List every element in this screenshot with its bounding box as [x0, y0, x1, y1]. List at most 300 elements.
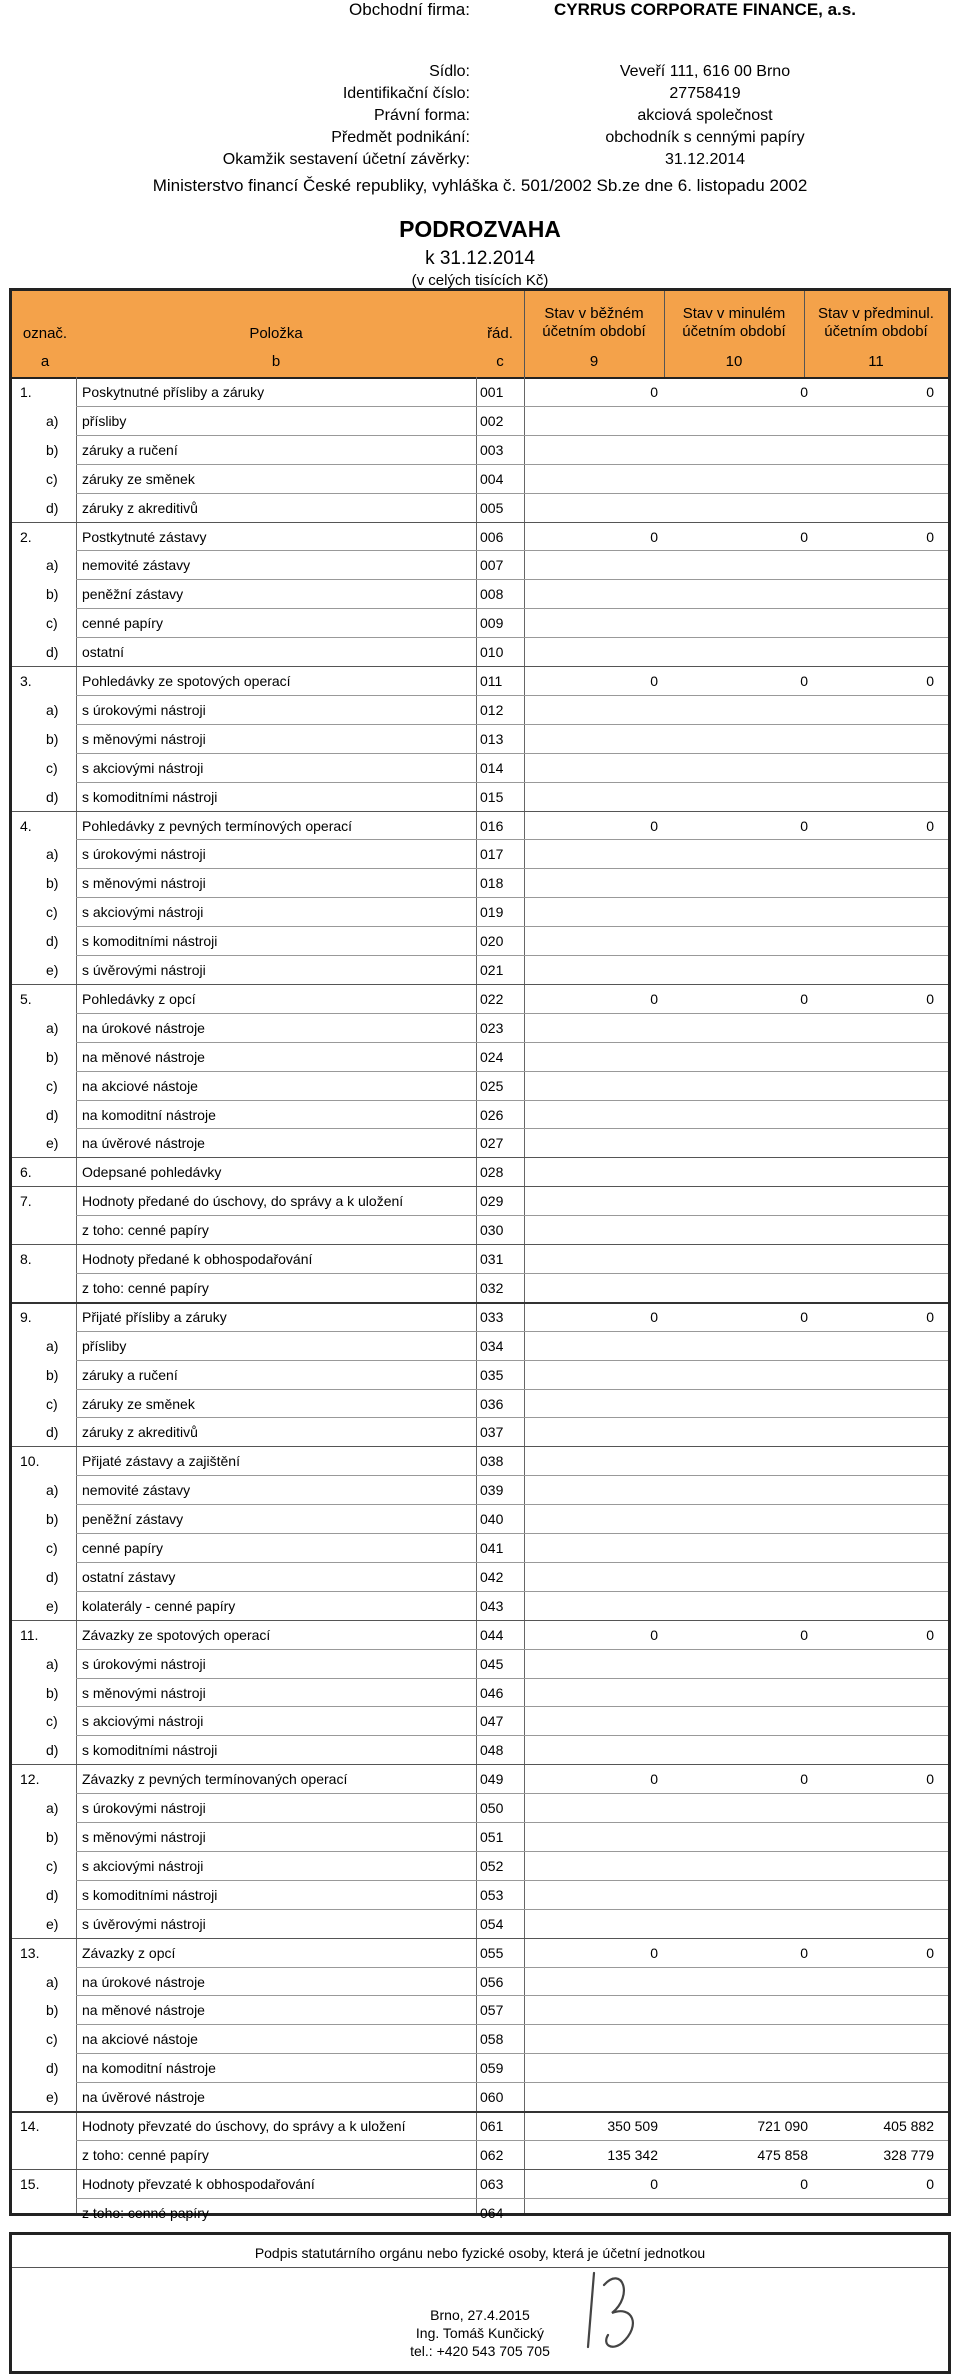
value-preprevious-period: 0 — [926, 1771, 934, 1788]
row-item-name: Hodnoty předané do úschovy, do správy a k uložení — [82, 1193, 404, 1210]
table-row — [12, 2111, 948, 2140]
th-preprev-2: účetním období — [824, 323, 928, 340]
value-preprevious-period: 0 — [926, 384, 934, 400]
row-mark: 15. — [20, 2175, 40, 2192]
row-item-name: s komoditními nástroji — [82, 788, 218, 805]
table-row — [12, 1389, 948, 1418]
row-number: 064 — [480, 2204, 504, 2221]
ico-label: Identifikační číslo: — [342, 85, 470, 102]
row-item-name: záruky a ručení — [82, 441, 178, 458]
row-number: 045 — [480, 1655, 504, 1672]
row-item-name: na komoditní nástroje — [82, 1106, 216, 1123]
ico-value: 27758419 — [669, 85, 741, 102]
th-preprev-1: Stav v předminul. — [818, 305, 934, 322]
value-previous-period: 721 090 — [757, 2118, 808, 2134]
table-row — [12, 1446, 948, 1475]
row-item-name: Pohledávky z opcí — [82, 990, 196, 1007]
row-number: 005 — [480, 499, 504, 516]
value-current-period: 0 — [650, 1626, 658, 1643]
table-row — [12, 1244, 948, 1273]
table-row — [12, 1706, 948, 1735]
row-mark: a) — [46, 1973, 59, 1990]
value-current-period: 0 — [650, 528, 658, 545]
row-mark: c) — [46, 615, 58, 632]
value-previous-period: 0 — [800, 1626, 808, 1643]
row-mark: e) — [46, 1135, 59, 1152]
row-mark: 13. — [20, 1944, 40, 1961]
value-preprevious-period: 0 — [926, 673, 934, 689]
value-previous-period: 0 — [800, 1944, 808, 1961]
row-mark: c) — [46, 1540, 58, 1556]
row-mark: b) — [46, 875, 59, 892]
row-number: 030 — [480, 1222, 504, 1239]
row-number: 004 — [480, 470, 504, 487]
row-item-name: s komoditními nástroji — [82, 1742, 218, 1759]
th-item: Položka — [249, 325, 303, 342]
table-row — [12, 1042, 948, 1071]
row-item-name: s měnovými nástroji — [82, 1684, 206, 1701]
th-sub-10: 10 — [725, 353, 743, 370]
row-number: 023 — [480, 1019, 504, 1036]
table-row — [12, 1764, 948, 1793]
row-item-name: na měnové nástroje — [82, 1048, 205, 1065]
row-mark: c) — [46, 1857, 58, 1874]
row-item-name: s měnovými nástroji — [82, 730, 206, 747]
row-number: 038 — [480, 1453, 504, 1470]
header-row-closing-date — [0, 150, 960, 170]
row-mark: 11. — [20, 1626, 39, 1643]
header-row-business — [0, 128, 960, 148]
row-number: 058 — [480, 2031, 504, 2048]
signature-name: Ing. Tomáš Kunčický — [415, 2325, 545, 2341]
units-note: (v celých tisících Kč) — [411, 272, 549, 289]
value-current-period: 0 — [650, 1308, 658, 1325]
row-mark: c) — [46, 470, 58, 487]
row-mark: d) — [46, 933, 59, 950]
row-mark: a) — [46, 1800, 59, 1817]
table-row — [12, 1620, 948, 1649]
business-value: obchodník s cennými papíry — [605, 129, 805, 146]
row-item-name: z toho: cenné papíry — [82, 1279, 209, 1296]
closing-date-label: Okamžik sestavení účetní závěrky: — [222, 151, 470, 168]
row-mark: b) — [46, 1829, 59, 1845]
table-row — [12, 1995, 948, 2024]
row-mark: 8. — [20, 1251, 32, 1267]
closing-date-value: 31.12.2014 — [664, 151, 746, 168]
row-number: 051 — [480, 1829, 504, 1845]
row-item-name: cenné papíry — [82, 615, 163, 632]
row-mark: b) — [46, 1366, 59, 1383]
table-row — [12, 377, 948, 406]
row-item-name: z toho: cenné papíry — [82, 2204, 209, 2221]
row-item-name: Závazky z opcí — [82, 1944, 176, 1961]
row-item-name: Hodnoty převzaté do úschovy, do správy a k uložení — [82, 2118, 406, 2134]
legal-form-label: Právní forma: — [373, 107, 470, 124]
signature-divider — [12, 2267, 948, 2268]
row-item-name: s měnovými nástroji — [82, 1829, 206, 1845]
seat-label: Sídlo: — [429, 63, 470, 80]
value-current-period: 0 — [650, 673, 658, 689]
row-mark: c) — [46, 759, 58, 776]
row-mark: a) — [46, 412, 59, 429]
row-mark: 10. — [20, 1453, 40, 1470]
row-item-name: s akciovými nástroji — [82, 1713, 204, 1730]
row-item-name: na komoditní nástroje — [82, 2060, 216, 2077]
row-item-name: ostatní — [82, 644, 125, 661]
row-item-name: Odepsané pohledávky — [82, 1164, 222, 1181]
row-number: 037 — [480, 1424, 504, 1441]
row-mark: 14. — [20, 2118, 40, 2134]
row-mark: 7. — [20, 1193, 32, 1210]
row-item-name: na úvěrové nástroje — [82, 2089, 205, 2106]
row-item-name: záruky z akreditivů — [82, 1424, 198, 1441]
handwritten-signature — [582, 2265, 652, 2355]
value-preprevious-period: 0 — [926, 990, 934, 1007]
row-item-name: s měnovými nástroji — [82, 875, 206, 892]
ministry-decree: Ministerstvo financí České republiky, vyhláška č. 501/2002 Sb.ze dne 6. listopadu 2002 — [152, 176, 808, 195]
th-rad: řád. — [487, 325, 513, 342]
row-number: 042 — [480, 1568, 504, 1585]
row-item-name: přísliby — [82, 412, 127, 429]
value-current-period: 0 — [650, 384, 658, 400]
th-current-1: Stav v běžném — [544, 305, 644, 322]
row-mark: d) — [46, 1106, 59, 1123]
row-item-name: na měnové nástroje — [82, 2002, 205, 2019]
row-mark: a) — [46, 1482, 59, 1499]
value-current-period: 0 — [650, 1944, 658, 1961]
table-row — [12, 406, 948, 435]
table-header — [12, 291, 948, 379]
table-row — [12, 1417, 948, 1446]
table-row — [12, 1475, 948, 1504]
table-row — [12, 868, 948, 897]
row-item-name: nemovité zástavy — [82, 1482, 191, 1499]
header-row-legal-form — [0, 106, 960, 126]
row-number: 028 — [480, 1164, 504, 1181]
row-mark: b) — [46, 1048, 59, 1065]
row-item-name: Hodnoty převzaté k obhospodařování — [82, 2175, 315, 2192]
row-item-name: z toho: cenné papíry — [82, 1222, 209, 1239]
row-item-name: s komoditními nástroji — [82, 933, 218, 950]
table-row — [12, 839, 948, 868]
row-mark: 5. — [20, 990, 32, 1007]
row-item-name: s úvěrovými nástroji — [82, 1915, 206, 1932]
table-row — [12, 1822, 948, 1851]
row-item-name: cenné papíry — [82, 1540, 163, 1556]
row-mark: d) — [46, 788, 59, 805]
value-preprevious-period: 0 — [926, 1308, 934, 1325]
row-item-name: Pohledávky ze spotových operací — [82, 673, 291, 689]
row-number: 059 — [480, 2060, 504, 2077]
table-row — [12, 1562, 948, 1591]
row-mark: c) — [46, 2031, 58, 2048]
table-row — [12, 1851, 948, 1880]
table-row — [12, 811, 948, 840]
value-preprevious-period: 0 — [926, 1626, 934, 1643]
th-sub-b: b — [271, 353, 281, 370]
row-number: 026 — [480, 1106, 504, 1123]
row-number: 048 — [480, 1742, 504, 1759]
row-item-name: na úvěrové nástroje — [82, 1135, 205, 1152]
row-number: 016 — [480, 817, 504, 834]
table-row — [12, 608, 948, 637]
row-item-name: Závazky ze spotových operací — [82, 1626, 271, 1643]
row-number: 057 — [480, 2002, 504, 2019]
th-separator — [804, 291, 805, 377]
th-sub-11: 11 — [868, 353, 884, 370]
value-previous-period: 0 — [800, 817, 808, 834]
firm-value: CYRRUS CORPORATE FINANCE, a.s. — [554, 0, 856, 19]
value-previous-period: 0 — [800, 1771, 808, 1788]
row-number: 017 — [480, 846, 504, 863]
row-item-name: na akciové nástoje — [82, 2031, 198, 2048]
row-number: 013 — [480, 730, 504, 747]
row-number: 019 — [480, 904, 504, 921]
row-number: 041 — [480, 1540, 504, 1556]
row-number: 007 — [480, 557, 504, 574]
value-previous-period: 0 — [800, 1308, 808, 1325]
table-row — [12, 897, 948, 926]
row-number: 032 — [480, 1279, 504, 1296]
table-row — [12, 550, 948, 579]
row-number: 006 — [480, 528, 504, 545]
row-mark: d) — [46, 1568, 59, 1585]
row-number: 050 — [480, 1800, 504, 1817]
row-number: 003 — [480, 441, 504, 458]
table-row — [12, 1071, 948, 1100]
row-number: 039 — [480, 1482, 504, 1499]
row-item-name: z toho: cenné papíry — [82, 2146, 209, 2163]
row-mark: 3. — [20, 673, 32, 689]
row-mark: c) — [46, 1713, 58, 1730]
row-number: 055 — [480, 1944, 504, 1961]
value-current-period: 0 — [650, 2175, 658, 2192]
row-number: 044 — [480, 1626, 504, 1643]
seat-value: Veveří 111, 616 00 Brno — [619, 63, 791, 80]
table-row — [12, 1331, 948, 1360]
firm-label: Obchodní firma: — [349, 0, 470, 19]
value-preprevious-period: 0 — [926, 1944, 934, 1961]
value-current-period: 0 — [650, 1771, 658, 1788]
table-row — [12, 1157, 948, 1186]
row-number: 022 — [480, 990, 504, 1007]
header-row-ico — [0, 84, 960, 104]
table-row — [12, 1967, 948, 1996]
row-item-name: na akciové nástoje — [82, 1077, 198, 1094]
row-item-name: s úrokovými nástroji — [82, 701, 206, 718]
row-mark: d) — [46, 1424, 59, 1441]
row-number: 056 — [480, 1973, 504, 1990]
row-number: 027 — [480, 1135, 504, 1152]
row-number: 009 — [480, 615, 504, 632]
table-row — [12, 1591, 948, 1620]
row-item-name: s úrokovými nástroji — [82, 1800, 206, 1817]
row-mark: e) — [46, 1915, 59, 1932]
table-row — [12, 1793, 948, 1822]
header-row-seat — [0, 62, 960, 82]
row-number: 052 — [480, 1857, 504, 1874]
table-row — [12, 666, 948, 695]
legal-form-value: akciová společnost — [637, 107, 773, 124]
table-row — [12, 1533, 948, 1562]
value-previous-period: 0 — [800, 384, 808, 400]
row-number: 031 — [480, 1251, 504, 1267]
row-mark: b) — [46, 1684, 59, 1701]
th-sub-9: 9 — [589, 353, 599, 370]
row-number: 029 — [480, 1193, 504, 1210]
row-item-name: ostatní zástavy — [82, 1568, 176, 1585]
row-number: 043 — [480, 1597, 504, 1614]
row-number: 001 — [480, 384, 504, 400]
value-current-period: 135 342 — [607, 2146, 658, 2163]
table-row — [12, 1735, 948, 1764]
row-number: 063 — [480, 2175, 504, 2192]
table-row — [12, 1678, 948, 1707]
table-row — [12, 2053, 948, 2082]
row-mark: 12. — [20, 1771, 40, 1788]
value-current-period: 0 — [650, 817, 658, 834]
row-mark: b) — [46, 1511, 59, 1528]
row-number: 034 — [480, 1337, 504, 1354]
row-number: 002 — [480, 412, 504, 429]
row-item-name: na úrokové nástroje — [82, 1973, 205, 1990]
row-number: 054 — [480, 1915, 504, 1932]
row-mark: a) — [46, 701, 59, 718]
th-sub-c: c — [496, 353, 504, 370]
table-row — [12, 1273, 948, 1302]
th-current-2: účetním období — [542, 323, 646, 340]
row-number: 049 — [480, 1771, 504, 1788]
table-row — [12, 493, 948, 522]
value-current-period: 350 509 — [607, 2118, 658, 2134]
statement-date: k 31.12.2014 — [425, 248, 535, 269]
signature-phone: tel.: +420 543 705 705 — [410, 2343, 550, 2359]
table-row — [12, 637, 948, 666]
row-mark: e) — [46, 2089, 59, 2106]
table-row — [12, 1128, 948, 1157]
row-number: 020 — [480, 933, 504, 950]
row-number: 035 — [480, 1366, 504, 1383]
table-row — [12, 1360, 948, 1389]
table-row — [12, 2198, 948, 2227]
value-previous-period: 0 — [800, 990, 808, 1007]
value-current-period: 0 — [650, 990, 658, 1007]
row-mark: d) — [46, 2060, 59, 2077]
row-number: 062 — [480, 2146, 504, 2163]
row-item-name: s akciovými nástroji — [82, 1857, 204, 1874]
value-previous-period: 0 — [800, 2175, 808, 2192]
row-item-name: s úvěrovými nástroji — [82, 962, 206, 978]
row-mark: e) — [46, 1597, 59, 1614]
th-separator — [664, 291, 665, 377]
row-item-name: Hodnoty předané k obhospodařování — [82, 1251, 313, 1267]
row-mark: a) — [46, 1655, 59, 1672]
row-number: 012 — [480, 701, 504, 718]
table-row — [12, 1504, 948, 1533]
row-number: 018 — [480, 875, 504, 892]
row-item-name: s komoditními nástroji — [82, 1886, 218, 1903]
table-row — [12, 1302, 948, 1331]
table-row — [12, 522, 948, 551]
th-sub-a: a — [40, 353, 50, 370]
row-item-name: s akciovými nástroji — [82, 759, 204, 776]
table-row — [12, 2024, 948, 2053]
row-item-name: Poskytnutné přísliby a záruky — [82, 384, 265, 400]
row-mark: 6. — [20, 1164, 32, 1181]
table-row — [12, 579, 948, 608]
table-row — [12, 926, 948, 955]
row-number: 010 — [480, 644, 504, 661]
row-number: 021 — [480, 962, 504, 978]
row-mark: a) — [46, 557, 59, 574]
row-mark: d) — [46, 1742, 59, 1759]
table-row — [12, 1649, 948, 1678]
th-separator — [524, 291, 525, 377]
row-mark: b) — [46, 2002, 59, 2019]
table-row — [12, 1215, 948, 1244]
value-preprevious-period: 405 882 — [883, 2118, 934, 2134]
page-title: PODROZVAHA — [399, 216, 561, 242]
row-mark: 4. — [20, 817, 32, 834]
table-row — [12, 1100, 948, 1129]
row-number: 008 — [480, 586, 504, 603]
row-number: 014 — [480, 759, 504, 776]
table-row — [12, 724, 948, 753]
row-mark: d) — [46, 499, 59, 516]
row-mark: a) — [46, 1019, 59, 1036]
value-preprevious-period: 0 — [926, 2175, 934, 2192]
signature-block — [9, 2232, 951, 2374]
row-item-name: na úrokové nástroje — [82, 1019, 205, 1036]
table-row — [12, 695, 948, 724]
table-row — [12, 1013, 948, 1042]
value-previous-period: 0 — [800, 673, 808, 689]
row-mark: e) — [46, 962, 59, 978]
table-row — [12, 955, 948, 984]
row-mark: c) — [46, 1077, 58, 1094]
row-item-name: přísliby — [82, 1337, 127, 1354]
value-preprevious-period: 0 — [926, 817, 934, 834]
table-row — [12, 984, 948, 1013]
row-item-name: Přijaté zástavy a zajištění — [82, 1453, 240, 1470]
row-item-name: s úrokovými nástroji — [82, 1655, 206, 1672]
row-mark: b) — [46, 441, 59, 458]
row-number: 053 — [480, 1886, 504, 1903]
value-previous-period: 475 858 — [757, 2146, 808, 2163]
value-preprevious-period: 0 — [926, 528, 934, 545]
row-item-name: kolaterály - cenné papíry — [82, 1597, 236, 1614]
row-mark: 2. — [20, 528, 32, 545]
row-mark: b) — [46, 730, 59, 747]
row-number: 061 — [480, 2118, 504, 2134]
table-row — [12, 782, 948, 811]
row-mark: b) — [46, 586, 59, 603]
row-item-name: Postkytnuté zástavy — [82, 528, 207, 545]
row-item-name: peněžní zástavy — [82, 1511, 184, 1528]
value-previous-period: 0 — [800, 528, 808, 545]
row-item-name: peněžní zástavy — [82, 586, 184, 603]
signature-place-date: Brno, 27.4.2015 — [430, 2307, 530, 2323]
value-preprevious-period: 328 779 — [883, 2146, 934, 2163]
row-item-name: s akciovými nástroji — [82, 904, 204, 921]
table-row — [12, 2082, 948, 2111]
table-row — [12, 2169, 948, 2198]
business-label: Předmět podnikání: — [331, 129, 470, 146]
row-number: 047 — [480, 1713, 504, 1730]
th-prev-2: účetním období — [682, 323, 786, 340]
off-balance-table — [9, 288, 951, 2221]
row-mark: 9. — [20, 1308, 32, 1325]
